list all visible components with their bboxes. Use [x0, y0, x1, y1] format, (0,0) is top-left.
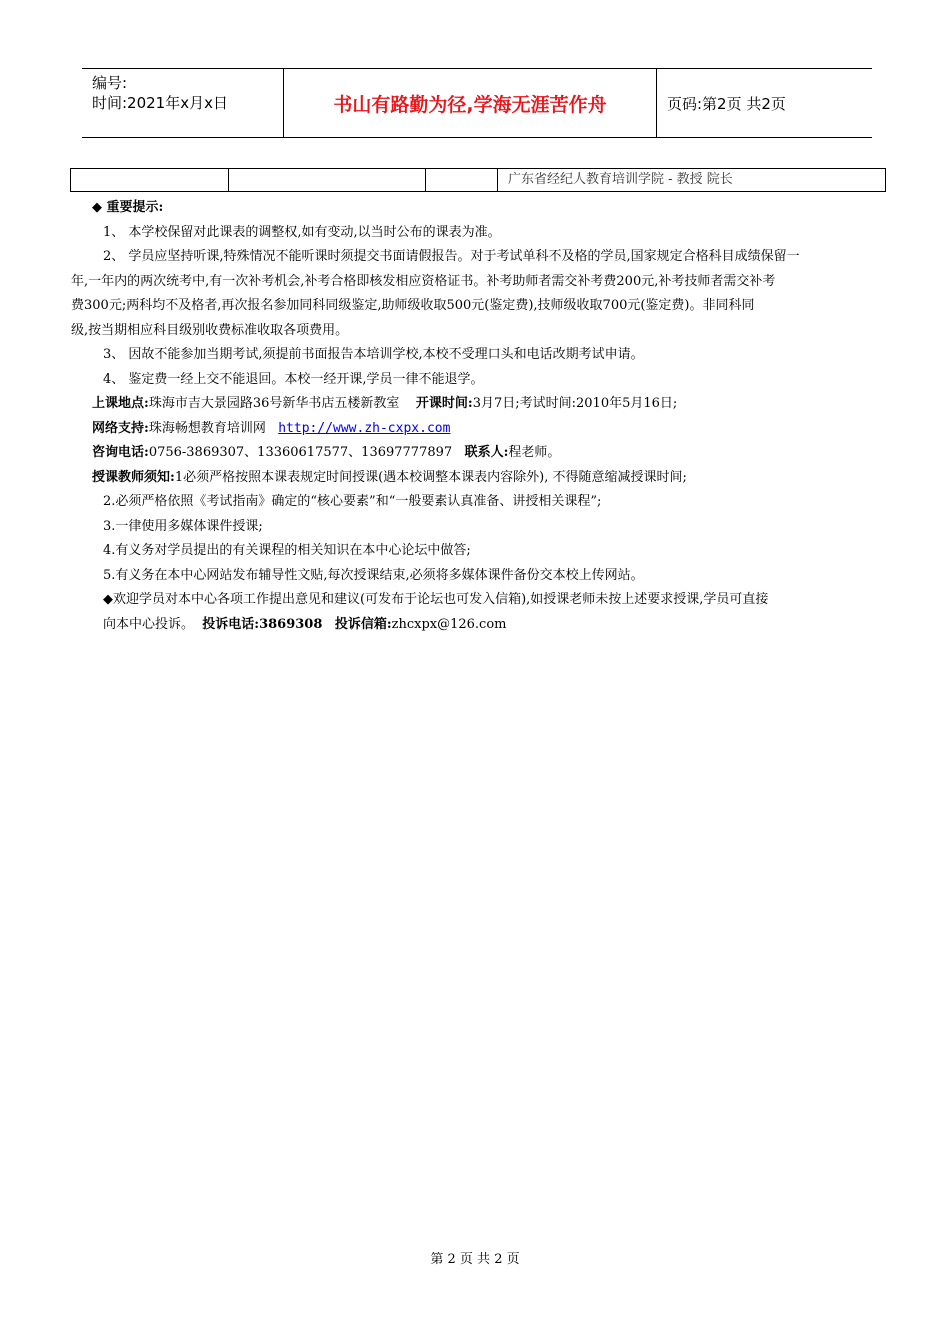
- notice-item-3: 3、 因故不能参加当期考试,须提前书面报告本培训学校,本校不受理口头和电话改期考试申请。: [103, 347, 644, 362]
- complaint-phone: 投诉电话:3869308: [202, 616, 323, 632]
- notice-section: [71, 196, 892, 637]
- location-label: 上课地点:: [92, 396, 149, 411]
- web-support: [92, 417, 892, 442]
- table-cell: [71, 169, 229, 191]
- teacher-item-3: 3.一律使用多媒体课件授课;: [103, 518, 263, 534]
- schedule-table-row: [70, 168, 886, 192]
- start-value: 3月7日;考试时间:2010年5月16日;: [472, 396, 678, 411]
- teacher-note-1: [92, 466, 892, 491]
- phone-label: 咨询电话:: [92, 445, 149, 460]
- notice-item-1: 1、 本学校保留对此课表的调整权,如有变动,以当时公布的课表为准。: [103, 224, 501, 240]
- notice-item-4: 4、 鉴定费一经上交不能退回。本校一经开课,学员一律不能退学。: [103, 371, 484, 387]
- notice-item-2-line-3: 费300元;两科均不及格者,再次报名参加同科同级鉴定,助师级收取500元(鉴定费),技师级收取700元(鉴定费)。非同科同: [71, 298, 755, 313]
- header-motto: 书山有路勤为径,学海无涯苦作舟: [284, 69, 657, 137]
- start-label: 开课时间:: [415, 396, 473, 411]
- notice-title: ◆ 重要提示:: [92, 200, 164, 215]
- doc-number: 编号:: [92, 74, 128, 92]
- feedback-text: 向本中心投诉。: [103, 616, 195, 632]
- teacher-item-4: 4.有义务对学员提出的有关课程的相关知识在本中心论坛中做答;: [103, 543, 471, 558]
- table-cell-teacher: 广东省经纪人教育培训学院 - 教授 院长: [508, 172, 733, 187]
- doc-date: 时间:2021年x月x日: [92, 94, 228, 112]
- feedback-line-1: ◆欢迎学员对本中心各项工作提出意见和建议(可发布于论坛也可发入信箱),如授课老师未按上述要求授课,学员可直接: [103, 592, 769, 607]
- phone-value: 0756-3869307、13360617577、13697777897: [148, 445, 453, 460]
- notice-item-2-line-1: 2、 学员应坚持听课,特殊情况不能听课时须提交书面请假报告。对于考试单科不及格的学员,国家规定合格科目成绩保留一: [103, 249, 800, 264]
- contact-label: 联系人:: [464, 445, 509, 460]
- class-info: [92, 392, 892, 417]
- table-cell: [229, 169, 426, 191]
- page-footer: 第 2 页 共 2 页: [430, 1252, 520, 1267]
- page-header: [82, 68, 872, 138]
- header-meta: [82, 69, 284, 137]
- table-cell: [426, 169, 498, 191]
- teacher-item-2: 2.必须严格依照《考试指南》确定的“核心要素”和“一般要素认真准备、讲授相关课程”;: [103, 494, 602, 509]
- web-name: 珠海畅想教育培训网: [148, 420, 266, 436]
- complaint-mail-label: 投诉信箱:: [334, 616, 392, 632]
- notice-item-2-line-2: 年,一年内的两次统考中,有一次补考机会,补考合格即核发相应资格证书。补考助师者需交补考费200元,补考技师者需交补考: [71, 273, 776, 289]
- web-label: 网络支持:: [92, 420, 149, 436]
- notice-item-2-line-4: 级,按当期相应科目级别收费标准收取各项费用。: [71, 322, 349, 338]
- teacher-label: 授课教师须知:: [92, 469, 175, 485]
- web-link[interactable]: http://www.zh-cxpx.com: [278, 420, 451, 436]
- teacher-item-5: 5.有义务在本中心网站发布辅导性文贴,每次授课结束,必须将多媒体课件备份交本校上传网站。: [103, 567, 644, 583]
- location-value: 珠海市吉大景园路36号新华书店五楼新教室: [148, 396, 400, 411]
- consult-phone: [92, 441, 892, 466]
- complaint-mail: zhcxpx@126.com: [391, 616, 507, 632]
- feedback-line-2: [92, 613, 892, 638]
- contact-value: 程老师。: [508, 445, 561, 460]
- teacher-item-1: 1必须严格按照本课表规定时间授课(遇本校调整本课表内容除外), 不得随意缩减授课时间;: [174, 469, 687, 485]
- header-page-number: 页码:第2页 共2页: [667, 94, 786, 113]
